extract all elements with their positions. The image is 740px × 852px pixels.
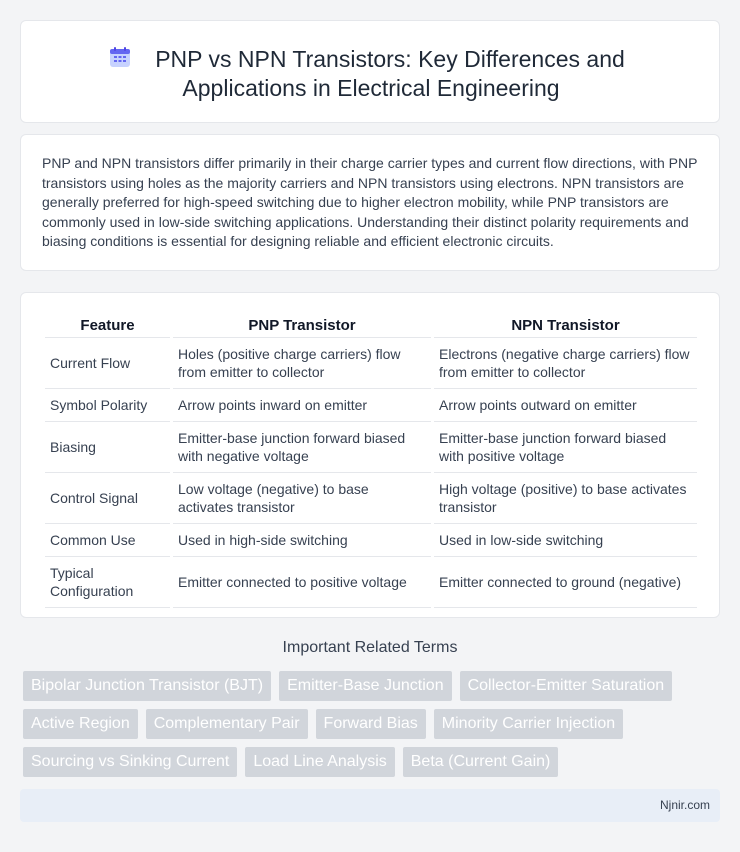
header-feature: Feature bbox=[45, 315, 170, 338]
pnp-cell: Arrow points inward on emitter bbox=[173, 389, 431, 422]
tag-row bbox=[23, 747, 723, 777]
tag-row bbox=[23, 671, 723, 701]
related-terms-tags bbox=[23, 671, 723, 785]
footer bbox=[20, 789, 720, 822]
tag-collector-emitter-saturation[interactable]: Collector-Emitter Saturation bbox=[460, 671, 673, 701]
npn-cell: High voltage (positive) to base activates transistor bbox=[434, 473, 697, 524]
footer-site-name[interactable]: Njnir.com bbox=[659, 798, 710, 812]
npn-cell: Used in low-side switching bbox=[434, 524, 697, 557]
pnp-cell: Holes (positive charge carriers) flow from emitter to collector bbox=[173, 338, 431, 389]
page-title bbox=[21, 45, 721, 103]
feature-cell: Symbol Polarity bbox=[45, 389, 170, 422]
tag-forward-bias[interactable]: Forward Bias bbox=[316, 709, 426, 739]
related-terms-title: Important Related Terms bbox=[282, 639, 458, 656]
title-line-1: PNP vs NPN Transistors: Key Differences and bbox=[155, 46, 625, 72]
tag-row bbox=[23, 709, 723, 739]
table-row bbox=[45, 422, 697, 473]
pnp-cell: Emitter-base junction forward biased with negative voltage bbox=[173, 422, 431, 473]
tag-bjt[interactable]: Bipolar Junction Transistor (BJT) bbox=[23, 671, 271, 701]
intro-paragraph: PNP and NPN transistors differ primarily in their charge carrier types and current flow directions, with PNP transistors using holes as the majority carriers and NPN transistors using electrons. NPN transistors are generally preferred for high-speed switching due to higher electron mobility, while PNP transistors are commonly used in low-side switching applications. Understanding their distinct polarity requirements and biasing conditions is essential for designing reliable and efficient electronic circuits. bbox=[42, 155, 698, 250]
table-row bbox=[45, 524, 697, 557]
title-card bbox=[20, 20, 720, 123]
feature-cell: Current Flow bbox=[45, 338, 170, 389]
tag-complementary-pair[interactable]: Complementary Pair bbox=[146, 709, 308, 739]
comparison-table bbox=[42, 315, 700, 608]
table-row bbox=[45, 557, 697, 608]
intro-card bbox=[20, 134, 720, 271]
npn-cell: Arrow points outward on emitter bbox=[434, 389, 697, 422]
npn-cell: Electrons (negative charge carriers) flow from emitter to collector bbox=[434, 338, 697, 389]
table-row bbox=[45, 473, 697, 524]
title-line-2: Applications in Electrical Engineering bbox=[182, 75, 560, 101]
tag-emitter-base-junction[interactable]: Emitter-Base Junction bbox=[279, 671, 452, 701]
pnp-cell: Low voltage (negative) to base activates transistor bbox=[173, 473, 431, 524]
table-row bbox=[45, 338, 697, 389]
feature-cell: Typical Configuration bbox=[45, 557, 170, 608]
npn-cell: Emitter-base junction forward biased with positive voltage bbox=[434, 422, 697, 473]
header-npn: NPN Transistor bbox=[434, 315, 697, 338]
pnp-cell: Emitter connected to positive voltage bbox=[173, 557, 431, 608]
feature-cell: Common Use bbox=[45, 524, 170, 557]
header-pnp: PNP Transistor bbox=[173, 315, 431, 338]
npn-cell: Emitter connected to ground (negative) bbox=[434, 557, 697, 608]
tag-sourcing-vs-sinking[interactable]: Sourcing vs Sinking Current bbox=[23, 747, 237, 777]
feature-cell: Biasing bbox=[45, 422, 170, 473]
tag-load-line-analysis[interactable]: Load Line Analysis bbox=[245, 747, 394, 777]
table-row bbox=[45, 389, 697, 422]
pnp-cell: Used in high-side switching bbox=[173, 524, 431, 557]
feature-cell: Control Signal bbox=[45, 473, 170, 524]
tag-active-region[interactable]: Active Region bbox=[23, 709, 138, 739]
table-header-row bbox=[45, 315, 697, 338]
comparison-card bbox=[20, 292, 720, 618]
tag-minority-carrier-injection[interactable]: Minority Carrier Injection bbox=[434, 709, 623, 739]
tag-beta-current-gain[interactable]: Beta (Current Gain) bbox=[403, 747, 559, 777]
